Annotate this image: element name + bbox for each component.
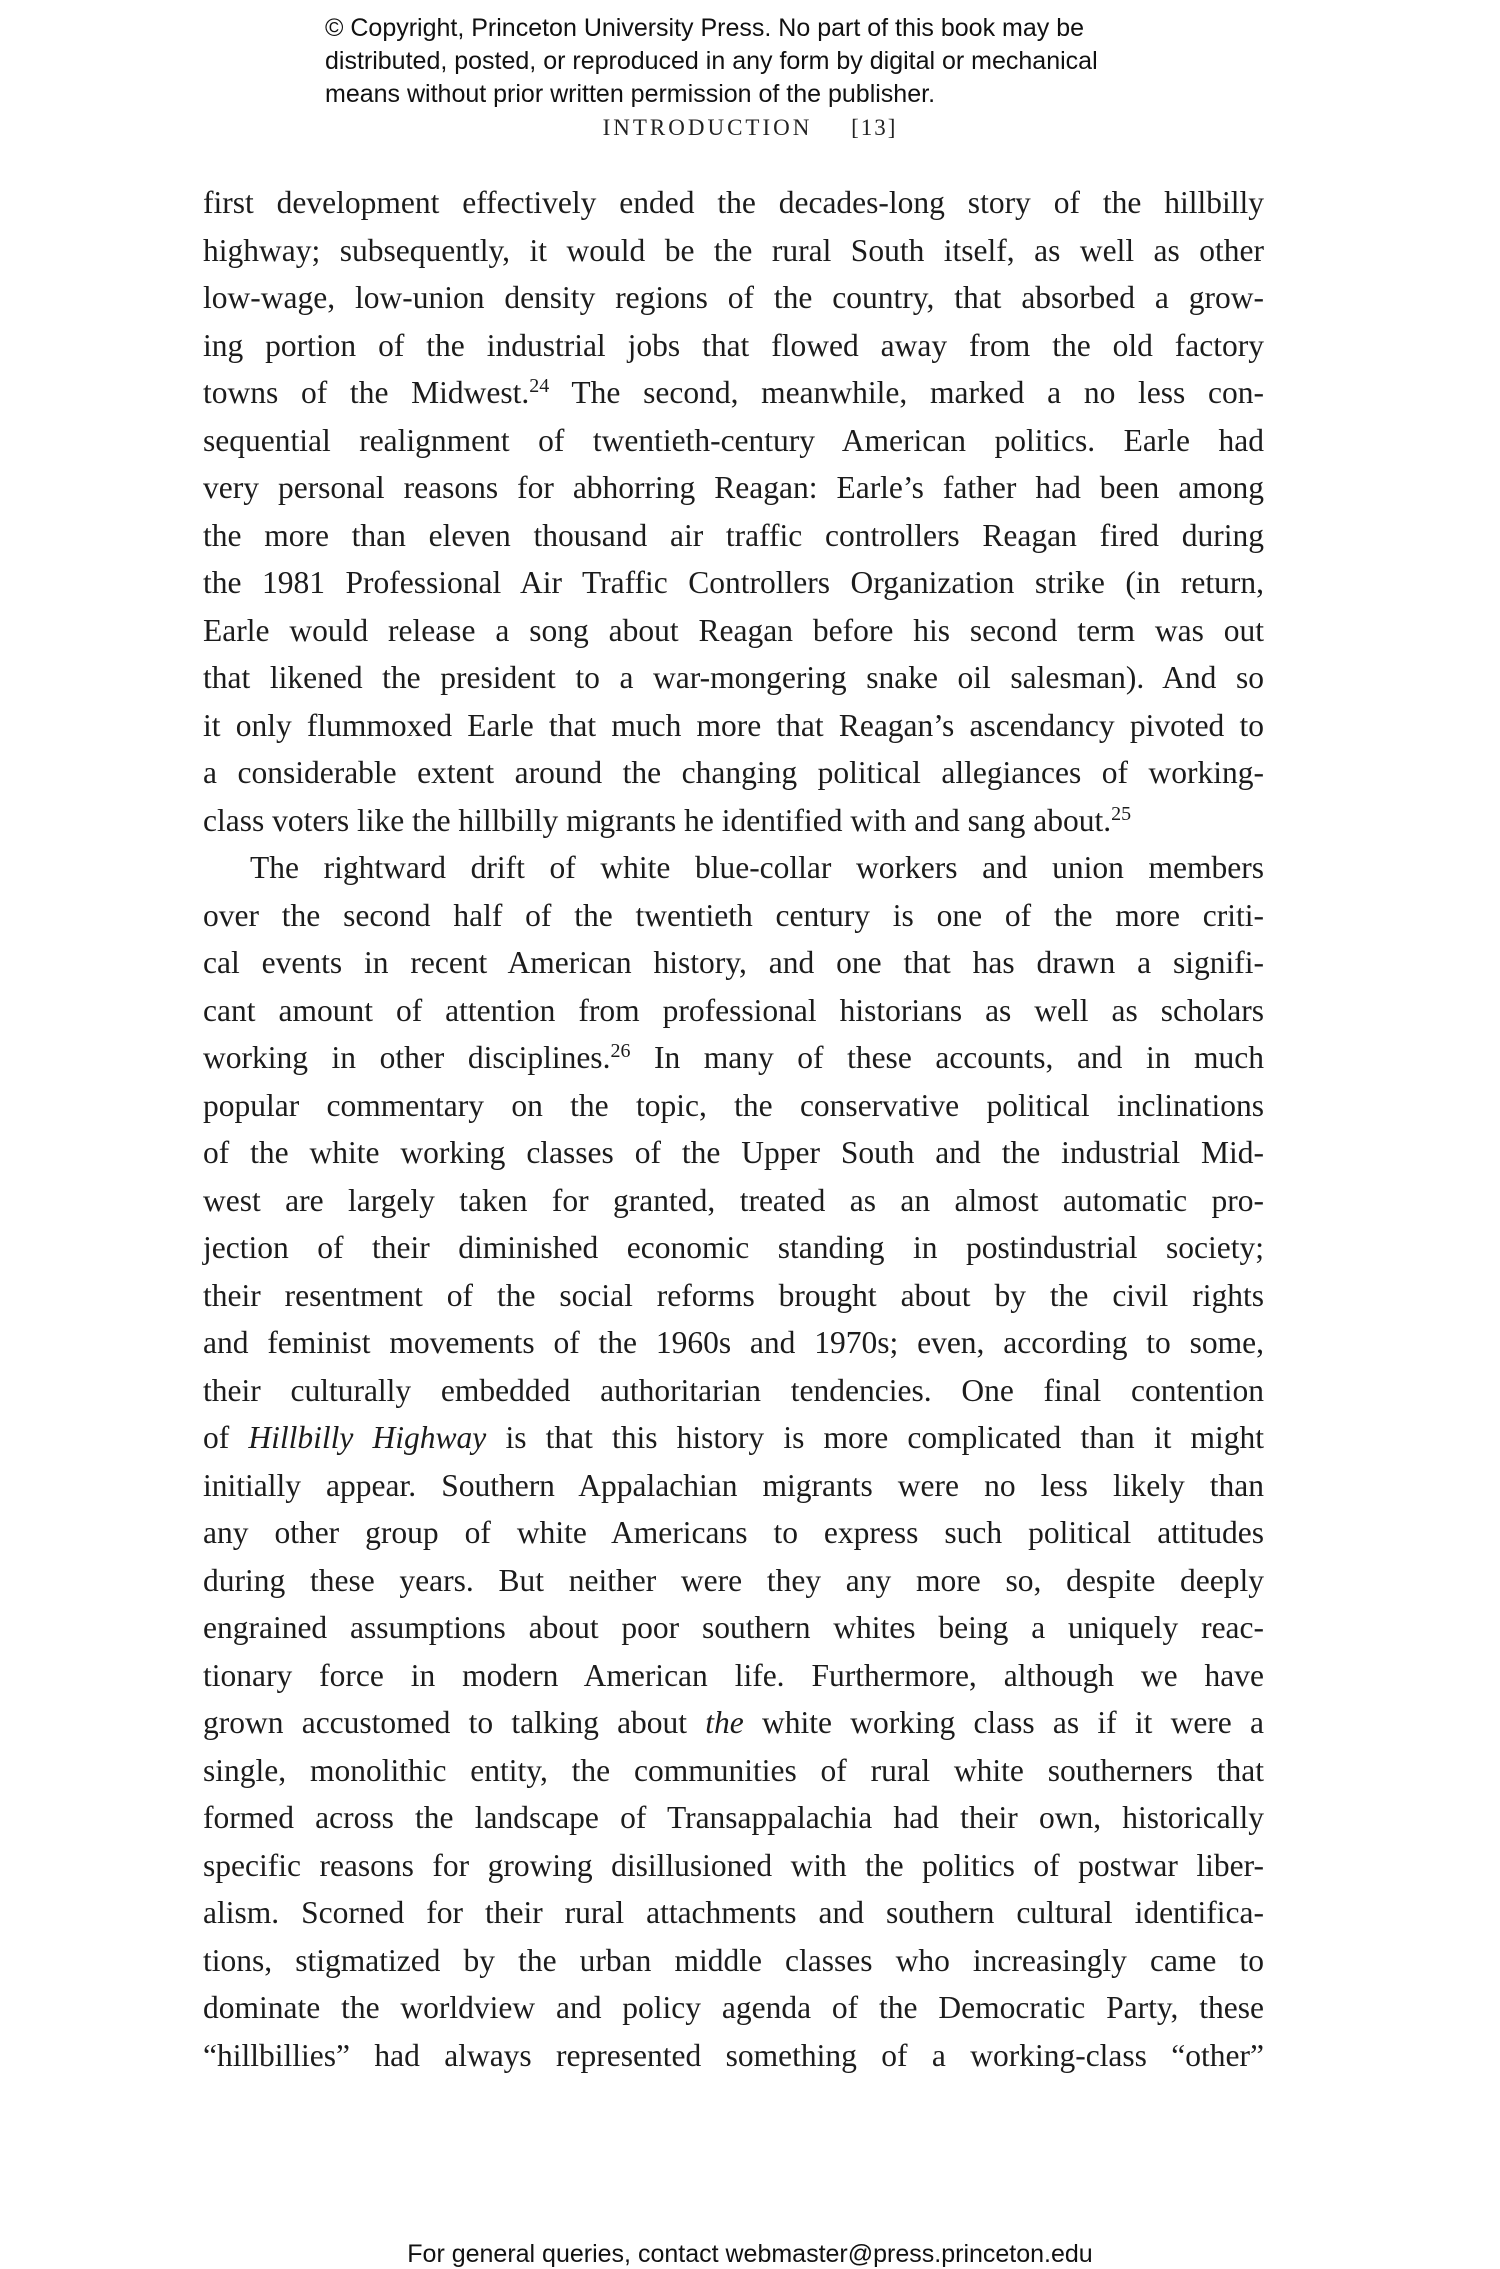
text-segment: low-wage, low-union density regions of the country, that absorbed a grow-	[203, 280, 1264, 315]
text-line	[203, 2032, 1264, 2080]
copyright-notice	[325, 12, 1225, 111]
text-line	[203, 1319, 1264, 1367]
page-number: [13]	[851, 115, 898, 140]
text-line	[203, 1034, 1264, 1082]
text-segment: and feminist movements of the 1960s and 1970s; even, according to some,	[203, 1325, 1264, 1360]
text-line	[203, 179, 1264, 227]
text-segment: In many of these accounts, and in much	[630, 1040, 1265, 1075]
text-segment: tionary force in modern American life. Furthermore, although we have	[203, 1657, 1264, 1693]
text-segment: “hillbillies” had always represented something of a working-class “other”	[203, 2037, 1264, 2073]
text-segment: jection of their diminished economic standing in postindustrial society;	[203, 1230, 1264, 1265]
text-line	[203, 512, 1264, 560]
text-segment: ing portion of the industrial jobs that flowed away from the old factory	[203, 327, 1264, 363]
text-segment: grown accustomed to talking about	[203, 1705, 706, 1740]
footnote-ref[interactable]: 26	[610, 1040, 631, 1062]
text-line	[203, 1224, 1264, 1272]
text-line	[203, 1272, 1264, 1320]
text-line	[203, 1842, 1264, 1890]
italic-text: Hillbilly Highway	[248, 1420, 487, 1455]
text-line	[203, 1699, 1264, 1747]
text-segment: any other group of white Americans to express such political attitudes	[203, 1515, 1264, 1550]
text-segment: sequential realignment of twentieth-century American politics. Earle had	[203, 422, 1264, 458]
text-line	[203, 892, 1264, 940]
text-segment: west are largely taken for granted, treated as an almost automatic pro-	[203, 1182, 1264, 1218]
text-line	[203, 1082, 1264, 1130]
text-segment: the 1981 Professional Air Traffic Controllers Organization strike (in return,	[203, 565, 1264, 600]
text-segment: their culturally embedded authoritarian tendencies. One final contention	[203, 1372, 1264, 1408]
text-segment: first development effectively ended the decades-long story of the hillbilly	[203, 185, 1264, 220]
text-segment: of the white working classes of the Upper South and the industrial Mid-	[203, 1135, 1264, 1170]
text-segment: single, monolithic entity, the communities of rural white southerners that	[203, 1752, 1264, 1788]
text-segment: The second, meanwhile, marked a no less con-	[549, 375, 1264, 410]
copyright-line: means without prior written permission of the publisher.	[325, 80, 936, 108]
text-segment: cal events in recent American history, and one that has drawn a signifi-	[203, 945, 1264, 980]
text-segment: is that this history is more complicated than it might	[486, 1420, 1264, 1455]
text-segment: Earle would release a song about Reagan before his second term was out	[203, 612, 1264, 648]
text-line	[203, 369, 1264, 417]
text-segment: engrained assumptions about poor southern whites being a uniquely reac-	[203, 1610, 1264, 1645]
text-line	[203, 987, 1264, 1035]
text-segment: highway; subsequently, it would be the rural South itself, as well as other	[203, 232, 1264, 268]
text-segment: popular commentary on the topic, the conservative political inclinations	[203, 1087, 1264, 1123]
text-line	[203, 702, 1264, 750]
text-segment: formed across the landscape of Transappalachia had their own, historically	[203, 1800, 1264, 1835]
text-segment: The rightward drift of white blue-collar workers and union members	[250, 850, 1264, 885]
text-line	[203, 227, 1264, 275]
text-segment: specific reasons for growing disillusioned with the politics of postwar liber-	[203, 1847, 1264, 1883]
italic-text: the	[705, 1705, 744, 1740]
text-segment: dominate the worldview and policy agenda of the Democratic Party, these	[203, 1990, 1264, 2025]
text-line	[203, 1652, 1264, 1700]
text-line	[203, 1177, 1264, 1225]
text-segment: that likened the president to a war-mongering snake oil salesman). And so	[203, 660, 1264, 695]
text-line	[203, 939, 1264, 987]
text-segment: of	[203, 1420, 249, 1455]
text-line	[203, 417, 1264, 465]
text-line	[203, 274, 1264, 322]
text-segment: initially appear. Southern Appalachian migrants were no less likely than	[203, 1467, 1264, 1503]
text-line	[203, 607, 1264, 655]
text-segment: it only flummoxed Earle that much more that Reagan’s ascendancy pivoted to	[203, 707, 1264, 743]
text-line	[203, 844, 1264, 892]
text-line	[203, 654, 1264, 702]
footer-contact: For general queries, contact webmaster@press.princeton.edu	[407, 2240, 1093, 2268]
text-line	[203, 1889, 1264, 1937]
text-line	[203, 1747, 1264, 1795]
text-line	[203, 1557, 1264, 1605]
text-segment: a considerable extent around the changing political allegiances of working-	[203, 755, 1264, 790]
text-segment: tions, stigmatized by the urban middle classes who increasingly came to	[203, 1942, 1264, 1978]
text-segment: over the second half of the twentieth century is one of the more criti-	[203, 897, 1264, 933]
text-line	[203, 1129, 1264, 1177]
running-head	[0, 115, 1500, 141]
text-segment: their resentment of the social reforms brought about by the civil rights	[203, 1277, 1264, 1313]
text-segment: the more than eleven thousand air traffic controllers Reagan fired during	[203, 517, 1264, 553]
text-segment: working in other disciplines.	[203, 1040, 611, 1075]
text-segment: alism. Scorned for their rural attachments and southern cultural identifica-	[203, 1895, 1264, 1930]
footnote-ref[interactable]: 24	[529, 375, 550, 397]
body-text	[203, 179, 1264, 2079]
copyright-line: © Copyright, Princeton University Press. No part of this book may be	[325, 14, 1085, 42]
text-line	[203, 1937, 1264, 1985]
text-line	[203, 749, 1264, 797]
footnote-ref[interactable]: 25	[1111, 802, 1132, 825]
text-line	[203, 464, 1264, 512]
text-segment: cant amount of attention from professional historians as well as scholars	[203, 992, 1264, 1028]
text-line	[203, 1509, 1264, 1557]
text-line	[203, 1984, 1264, 2032]
text-line	[203, 1462, 1264, 1510]
copyright-line: distributed, posted, or reproduced in any form by digital or mechanical	[325, 47, 1098, 75]
text-line	[203, 322, 1264, 370]
text-segment: very personal reasons for abhorring Reagan: Earle’s father had been among	[203, 470, 1264, 505]
text-segment: towns of the Midwest.	[203, 375, 530, 410]
text-segment: during these years. But neither were they any more so, despite deeply	[203, 1562, 1264, 1598]
text-line	[203, 1794, 1264, 1842]
text-line	[203, 1367, 1264, 1415]
text-segment: white working class as if it were a	[743, 1705, 1264, 1740]
text-segment: class voters like the hillbilly migrants he identified with and sang about.	[203, 802, 1112, 838]
text-line	[203, 797, 1264, 845]
text-line	[203, 1414, 1264, 1462]
text-line	[203, 559, 1264, 607]
text-line	[203, 1604, 1264, 1652]
running-head-section: INTRODUCTION	[602, 115, 813, 140]
